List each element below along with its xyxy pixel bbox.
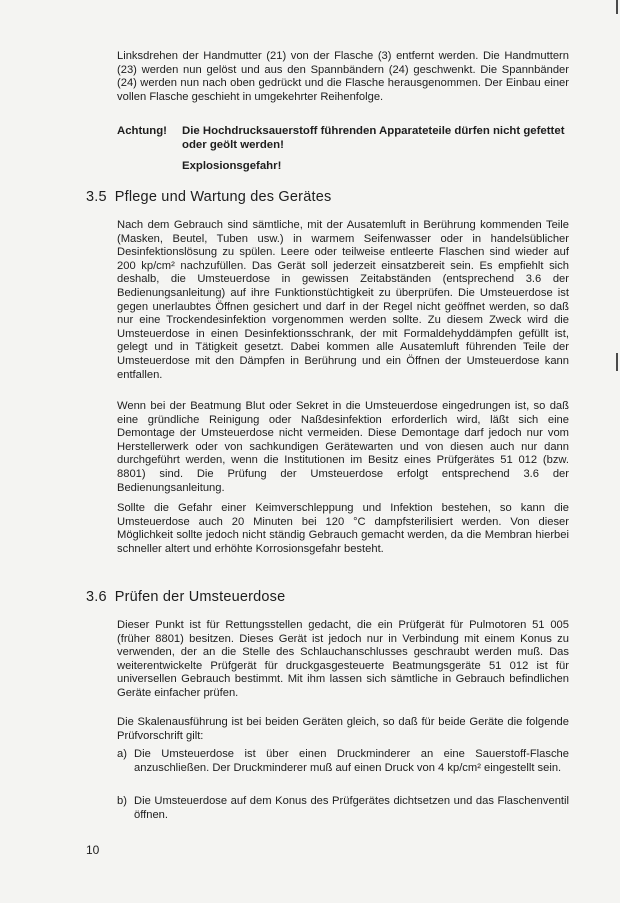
page-number: 10 xyxy=(86,843,100,857)
intro-paragraph: Linksdrehen der Handmutter (21) von der Flasche (3) entfernt werden. Die Handmuttern (23) werden nun gelöst und aus den Spannbändern (24) geschwenkt. Die Spannbänder (24) werden nun nach oben gedrückt und die Flasche herausgenommen. Der Einbau einer vollen Flasche geschieht in umgekehrter Reihenfolge. xyxy=(117,50,569,103)
section-heading-3-5 xyxy=(86,189,331,205)
scan-edge-mark xyxy=(616,353,618,371)
list-item-text: Die Umsteuerdose auf dem Konus des Prüfgerätes dichtsetzen und das Flaschenventil öffnen. xyxy=(134,795,569,821)
paragraph-sterilization: Sollte die Gefahr einer Keimverschleppung und Infektion bestehen, so kann die Umsteuerdose auch 20 Minuten bei 120 °C dampfsterilisiert werden. Von dieser Möglichkeit sollte jedoch nicht ständig Gebrauch gemacht werden, da die Membran hierbei schneller altert und erhöhte Korrosionsgefahr besteht. xyxy=(117,502,569,555)
list-item-text: Die Umsteuerdose ist über einen Druckminderer an eine Sauerstoff-Flasche anzuschließen. Der Druckminderer muß auf einen Druck von 4 kp/cm² eingestellt sein. xyxy=(134,748,569,774)
list-item xyxy=(117,795,569,822)
list-marker: a) xyxy=(117,748,127,760)
warning-label: Achtung! xyxy=(117,125,167,137)
explosion-warning: Explosionsgefahr! xyxy=(182,160,282,172)
warning-block xyxy=(117,124,569,152)
paragraph-disassembly: Wenn bei der Beatmung Blut oder Sekret in die Umsteuerdose eingedrungen ist, so daß eine gründliche Reinigung oder Naßdesinfektion erforderlich wird, läßt sich eine Demontage der Umsteuerdose nicht vermeiden. Diese Demontage darf jedoch nur vom Herstellerwerk oder von sachkundigen Gerätewarten und von diesen auch nur dann durchgeführt werden, wenn die Institutionen im Besitz eines Prüfgerätes 51 012 (bzw. 8801) sind. Die Prüfung der Umsteuerdose erfolgt entsprechend 3.6 der Bedienungsanleitung. xyxy=(117,400,569,494)
paragraph-scale: Die Skalenausführung ist bei beiden Geräten gleich, so daß für beide Geräte die folgende Prüfvorschrift gilt: xyxy=(117,716,569,742)
list-item xyxy=(117,748,569,775)
section-number: 3.6 xyxy=(86,589,107,605)
section-title: Prüfen der Umsteuerdose xyxy=(114,589,286,605)
paragraph-test-device: Dieser Punkt ist für Rettungsstellen gedacht, die ein Prüfgerät für Pulmotoren 51 005 (früher 8801) besitzen. Dieses Gerät ist jedoch nur in Verbindung mit einem Konus zu verwenden, der an die Stelle des Schlauchanschlusses geschraubt werden muß. Das weiterentwickelte Prüfgerät für druckgasgesteuerte Beatmungsgeräte 51 012 ist für universellen Gebrauch bestimmt. Mit ihm lassen sich sämtliche in Gebrauch befindlichen Geräte einfacher prüfen. xyxy=(117,619,569,699)
list-marker: b) xyxy=(117,795,127,807)
section-heading-3-6 xyxy=(86,589,285,605)
section-title: Pflege und Wartung des Gerätes xyxy=(114,189,332,205)
paragraph-care: Nach dem Gebrauch sind sämtliche, mit der Ausatemluft in Berührung kommenden Teile (Masken, Beutel, Tuben usw.) in warmem Seifenwasser oder in handelsüblicher Desinfektionslösung zu spülen. Leere oder teilweise entleerte Flaschen sind wieder auf 200 kp/cm² nachzufüllen. Das Gerät soll jederzeit einsatzbereit sein. Es empfiehlt sich deshalb, die Umsteuerdose in gewissen Zeitabständen (entsprechend 3.6 der Bedienungsanleitung) auf ihre Funktionstüchtigkeit zu überprüfen. Die Umsteuerdose ist gegen unerlaubtes Öffnen gesichert und darf in der Regel nicht geöffnet werden, so daß nur eine Trockendesinfektion vorgenommen werden sollte. Zu diesem Zweck wird die Umsteuerdose in einen Desinfektionsschrank, der mit Formaldehyddämpfen gefüllt ist, gelegt und in Tätigkeit gesetzt. Dabei kommen alle Ausatemluft führenden Teile der Umsteuerdose mit den Dämpfen in Berührung und ein Öffnen der Umsteuerdose kann entfallen. xyxy=(117,219,569,381)
scan-edge-mark xyxy=(616,0,618,14)
section-number: 3.5 xyxy=(86,189,107,205)
warning-text: Die Hochdrucksauerstoff führenden Apparateteile dürfen nicht gefettet oder geölt werden! xyxy=(182,125,565,151)
